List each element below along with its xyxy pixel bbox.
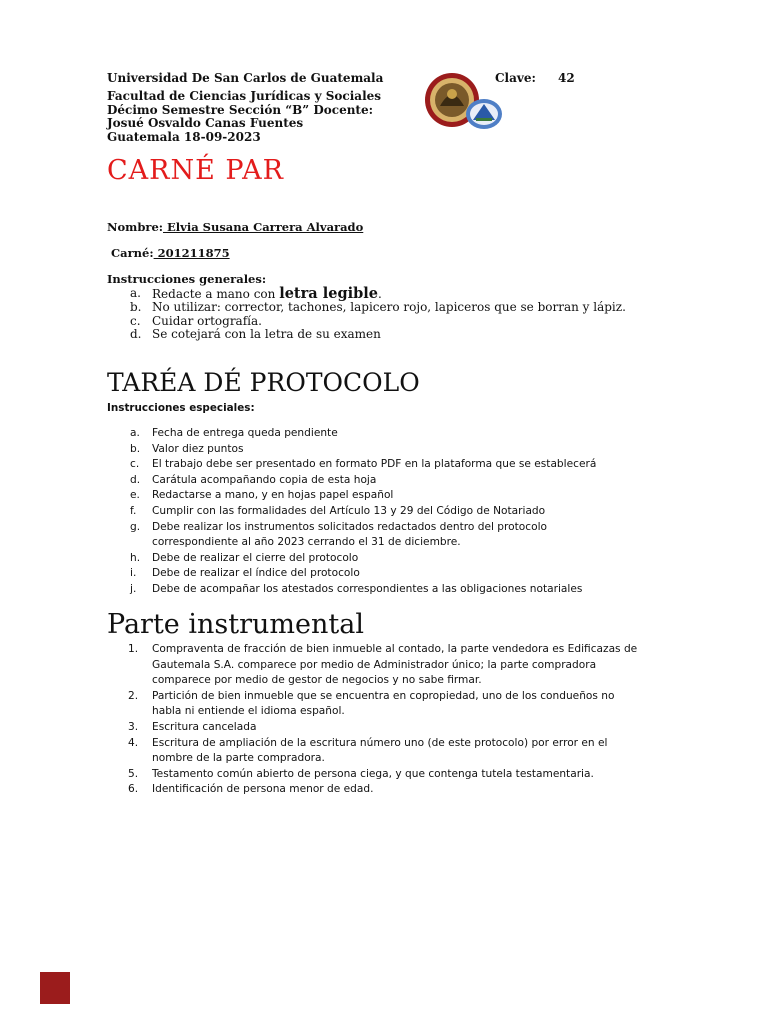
list-item-text: Se cotejará con la letra de su examen	[152, 326, 381, 341]
list-marker: h.	[130, 551, 141, 564]
list-marker: e.	[130, 489, 140, 502]
list-item-text: Valor diez puntos	[152, 442, 244, 455]
footer-decoration	[40, 972, 70, 1004]
list-item-text: Partición de bien inmueble que se encuentra en copropiedad, uno de los condueños no habla ni entiende el idioma español.	[152, 689, 615, 718]
list-item	[130, 520, 630, 551]
usac-seal-logo	[424, 70, 504, 130]
list-item	[128, 767, 646, 783]
list-item	[130, 551, 630, 567]
list-item-text: El trabajo debe ser presentado en formato PDF en la plataforma que se establecerá	[152, 458, 597, 471]
list-item	[128, 782, 646, 798]
list-marker: d.	[130, 326, 142, 341]
student-carne-label: Carné:	[111, 246, 154, 260]
list-marker: 4.	[128, 736, 139, 749]
list-marker: a.	[130, 427, 140, 439]
student-carne-value: 201211875	[153, 246, 230, 260]
list-item	[130, 326, 642, 341]
list-item-text: Compraventa de fracción de bien inmueble al contado, la parte vendedora es Edificazas de Gautemala S.A. comparece por medio de Administrador único; la parte compradora comparece por medio de gestor de negocios y no sabe firmar.	[152, 643, 638, 687]
list-item-text: Cumplir con las formalidades del Artículo 13 y 29 del Código de Notariado	[152, 504, 546, 517]
special-instructions-list	[130, 426, 630, 598]
list-item-text: Redactarse a mano, y en hojas papel español	[152, 489, 394, 502]
protocolo-title: TARÉA DÉ PROTOCOLO	[107, 368, 420, 397]
list-item-text: Fecha de entrega queda pendiente	[152, 427, 338, 439]
list-item-text: Debe realizar los instrumentos solicitados redactados dentro del protocolo correspondiente al año 2023 cerrando el 31 de diciembre.	[152, 520, 548, 549]
list-item-text: Redacte a mano con	[152, 287, 280, 301]
list-item-text: No utilizar: corrector, tachones, lapicero rojo, lapiceros que se borran y lápiz.	[152, 300, 626, 315]
list-marker: c.	[130, 313, 141, 328]
list-item	[130, 300, 642, 315]
semester-line: Décimo Semestre Sección “B” Docente:	[107, 102, 374, 117]
instrumental-list	[128, 642, 646, 798]
instrumental-title: Parte instrumental	[107, 609, 364, 640]
list-item	[130, 504, 630, 520]
list-marker: g.	[130, 520, 141, 533]
list-item	[130, 473, 630, 489]
list-marker: 2.	[128, 689, 139, 702]
date-line: Guatemala 18-09-2023	[107, 129, 261, 144]
student-carne-row	[111, 246, 230, 260]
list-item-text: Escritura de ampliación de la escritura número uno (de este protocolo) por error en el nombre de la parte compradora.	[152, 736, 608, 765]
list-item-text: Debe de realizar el cierre del protocolo	[152, 551, 359, 564]
list-item	[130, 313, 642, 328]
list-item	[130, 488, 630, 504]
list-marker: 5.	[128, 767, 139, 780]
list-marker: c.	[130, 458, 140, 471]
clave-value: 42	[558, 71, 575, 85]
list-item	[128, 720, 646, 736]
list-marker: a.	[130, 286, 141, 300]
list-item	[128, 642, 646, 689]
list-item	[128, 689, 646, 720]
list-item-text: Debe de acompañar los atestados correspondientes a las obligaciones notariales	[152, 582, 583, 595]
list-marker: 1.	[128, 643, 139, 655]
university-name: Universidad De San Carlos de Guatemala	[107, 71, 384, 85]
list-item	[130, 442, 630, 458]
general-instructions-title: Instrucciones generales:	[107, 272, 267, 286]
list-item-text: Cuidar ortografía.	[152, 313, 262, 328]
clave-label: Clave:	[495, 71, 536, 85]
list-marker: 6.	[128, 783, 139, 796]
student-name-value: Elvia Susana Carrera Alvarado	[163, 220, 364, 234]
list-item-text: Identificación de persona menor de edad.	[152, 783, 374, 796]
list-item-text: Carátula acompañando copia de esta hoja	[152, 473, 377, 486]
list-item-text: Testamento común abierto de persona ciega, y que contenga tutela testamentaria.	[152, 767, 594, 780]
list-marker: b.	[130, 442, 141, 455]
student-name-row	[107, 220, 363, 234]
list-marker: b.	[130, 300, 142, 315]
list-item	[130, 582, 630, 598]
list-item-text: Debe de realizar el índice del protocolo	[152, 567, 360, 580]
general-instructions-list	[130, 285, 642, 341]
teacher-name: Josué Osvaldo Canas Fuentes	[107, 116, 304, 130]
list-marker: f.	[130, 504, 137, 517]
list-item-punct: .	[377, 287, 382, 301]
faculty-name: Facultad de Ciencias Jurídicas y Sociales	[107, 89, 382, 103]
special-instructions-title: Instrucciones especiales:	[107, 402, 255, 414]
carne-par-heading: CARNÉ PAR	[107, 155, 284, 186]
list-item-text: Escritura cancelada	[152, 720, 257, 733]
list-item	[130, 457, 630, 473]
list-item	[130, 285, 642, 302]
list-item	[128, 736, 646, 767]
list-marker: 3.	[128, 720, 139, 733]
list-marker: j.	[130, 582, 137, 595]
emphasis-text: letra legible	[279, 285, 378, 302]
list-marker: i.	[130, 567, 137, 580]
list-item	[130, 566, 630, 582]
list-marker: d.	[130, 473, 141, 486]
student-name-label: Nombre:	[107, 220, 164, 234]
list-item	[130, 426, 630, 442]
